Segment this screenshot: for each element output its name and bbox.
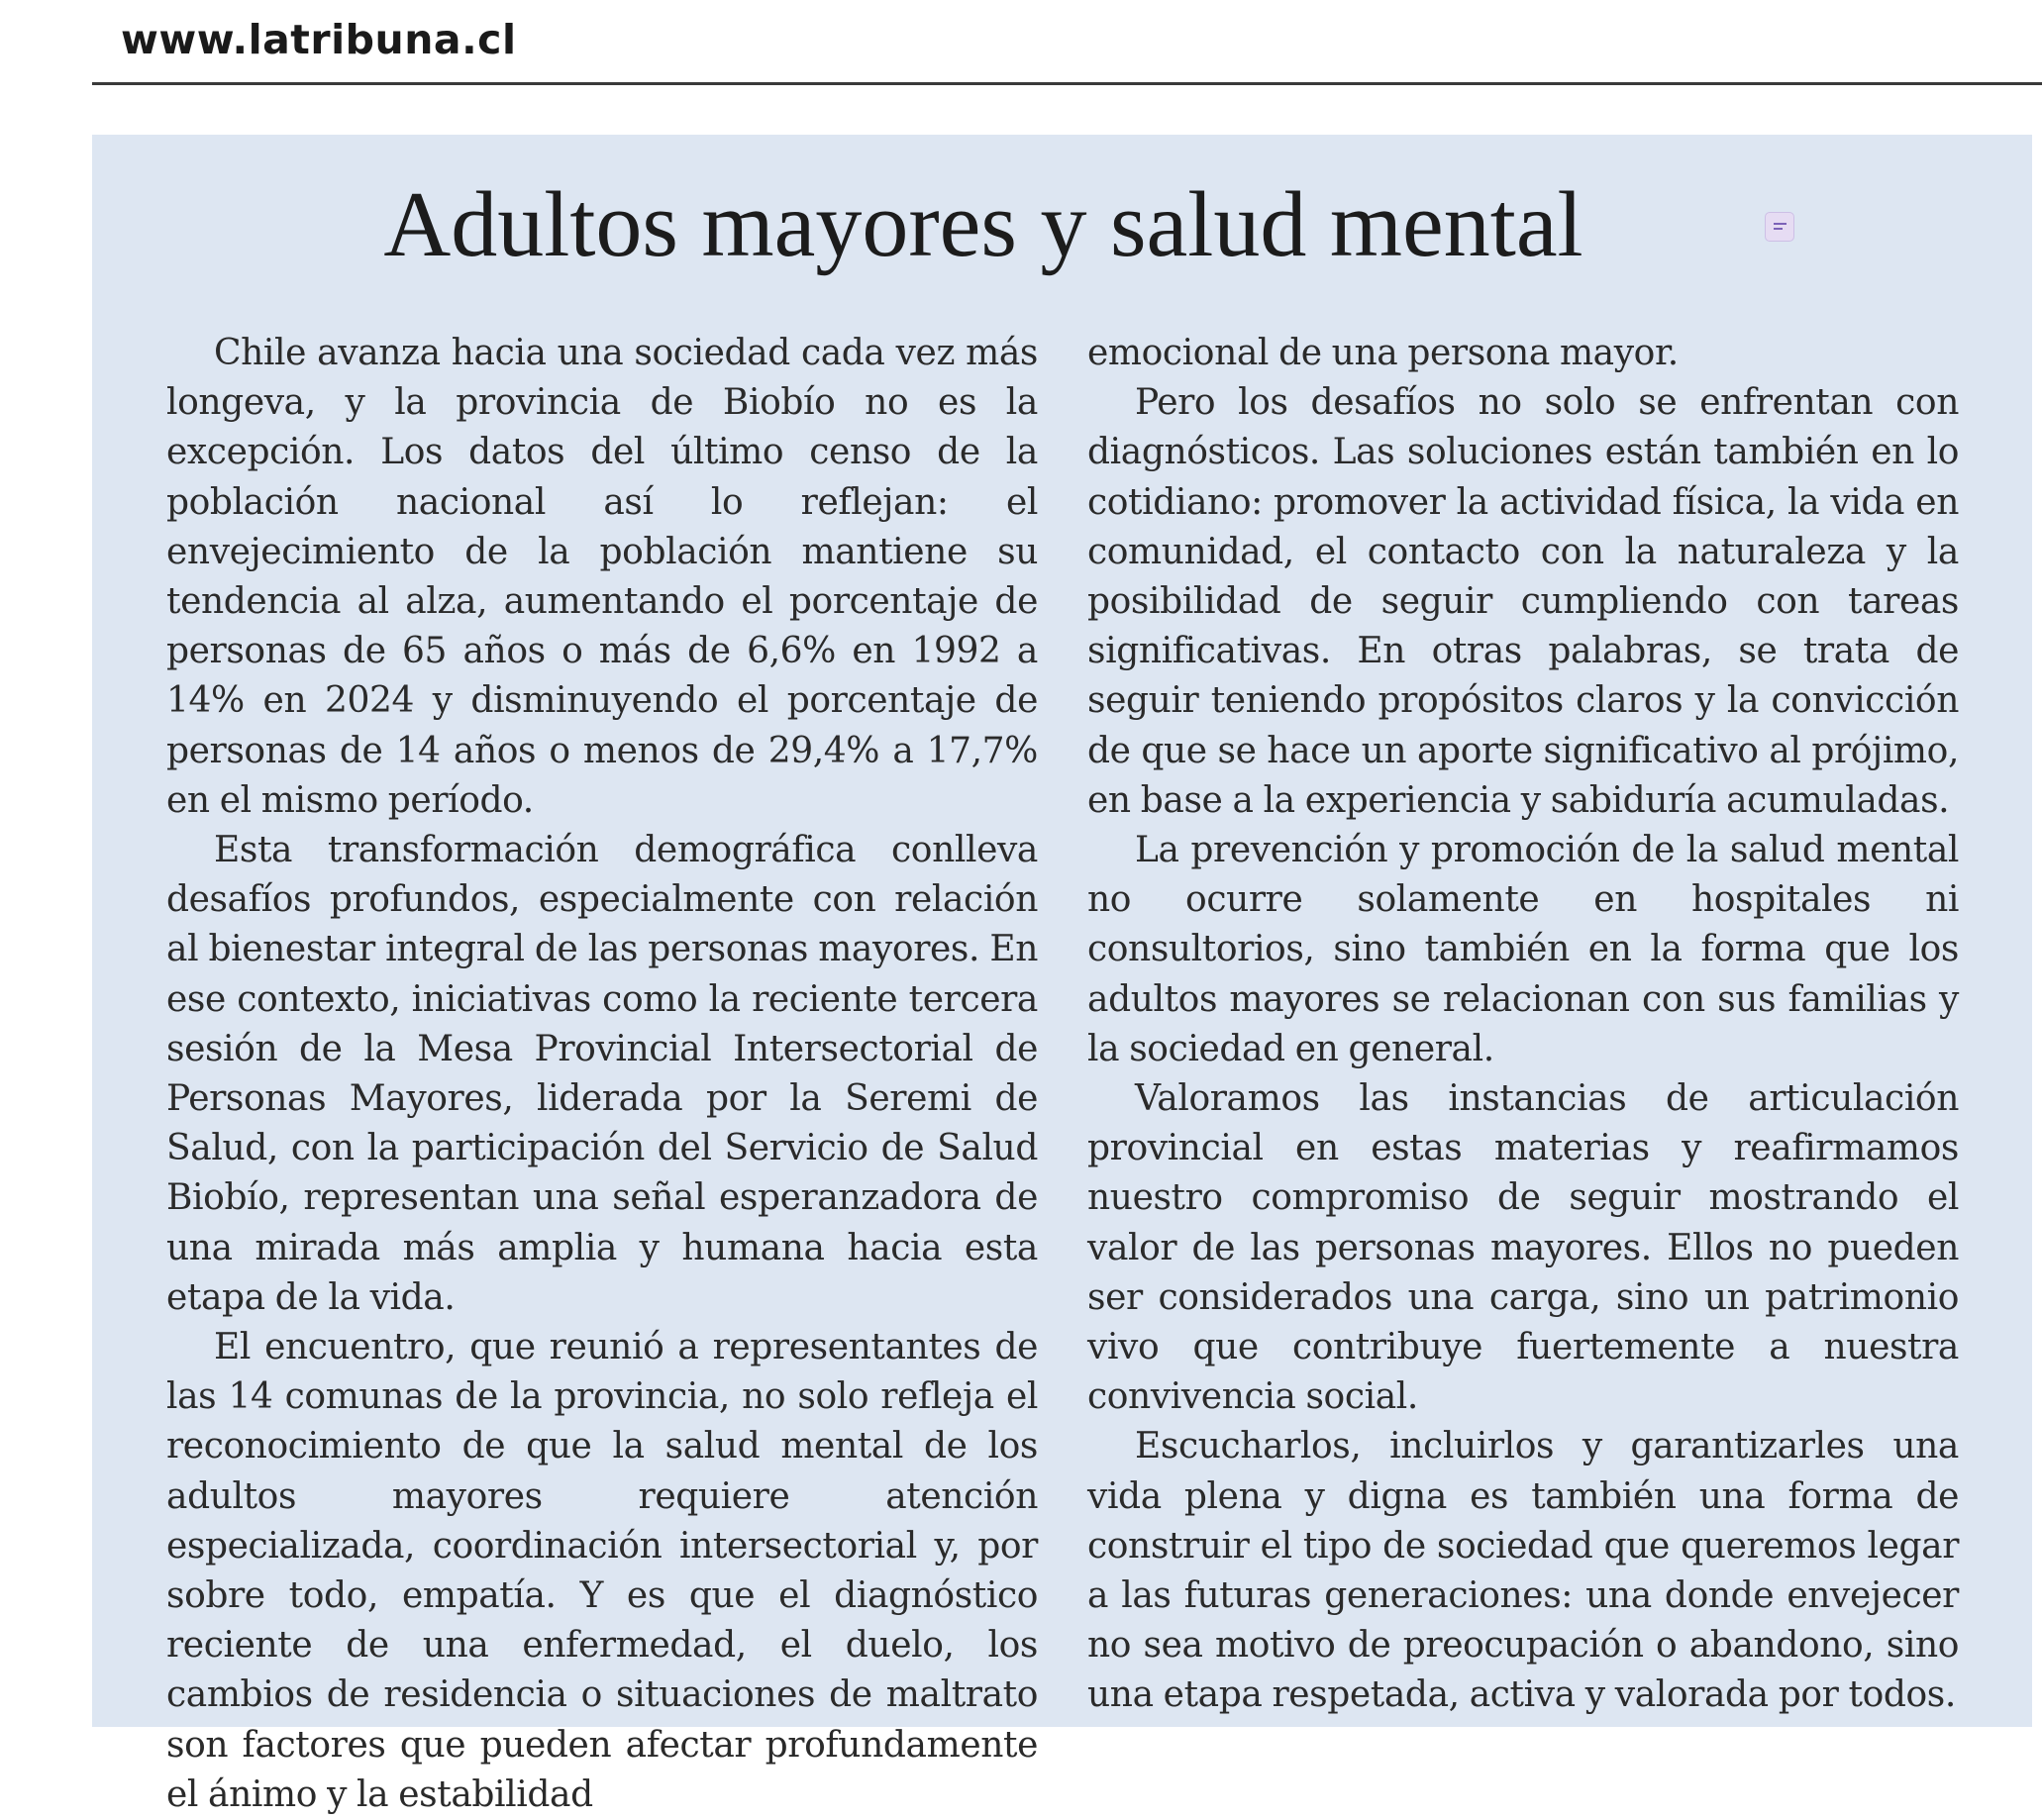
paragraph: Esta transformación demográfica conlleva desafíos profundos, especialmente con relación al bienestar integral de las personas mayores. En ese contexto, iniciativas como la reciente tercera sesión de la Mesa Provincial Intersectorial de Personas Mayores, liderada por la Seremi de Salud, con la participación del Servicio de Salud Biobío, representan una señal esperanzadora de una mirada más amplia y humana hacia esta etapa de la vida. bbox=[166, 830, 1038, 1318]
paragraph-continuation: emocional de una persona mayor. bbox=[1087, 333, 1679, 373]
paragraph: Chile avanza hacia una sociedad cada vez más longeva, y la provincia de Biobío no es la excepción. Los datos del último censo de la población nacional así lo reflejan: el envejecimiento de la población mantiene su tendencia al alza, aumentando el porcentaje de personas de 65 años o más de 6,6% en 1992 a 14% en 2024 y disminuyendo el porcentaje de personas de 14 años o menos de 29,4% a 17,7% en el mismo período. bbox=[166, 333, 1038, 821]
article-title: Adultos mayores y salud mental bbox=[383, 173, 1583, 276]
paragraph: Valoramos las instancias de articulación provincial en estas materias y reafirmamos nuestro compromiso de seguir mostrando el valor de las personas mayores. Ellos no pueden ser considerados una carga, sino un patrimonio vivo que contribuye fuertemente a nuestra convivencia social. bbox=[1087, 1078, 1959, 1418]
article-box bbox=[92, 135, 2032, 1815]
paragraph: El encuentro, que reunió a representantes de las 14 comunas de la provincia, no solo refleja el reconocimiento de que la salud mental de los adultos mayores requiere atención especializada, coordinación intersectorial y, por sobre todo, empatía. Y es que el diagnóstico reciente de una enfermedad, el duelo, los cambios de residencia o situaciones de maltrato son factores que pueden afectar profundamente el ánimo y la estabilidad bbox=[166, 1327, 1038, 1815]
paragraph: Pero los desafíos no solo se enfrentan con diagnósticos. Las soluciones están también en lo cotidiano: promover la actividad física, la vida en comunidad, el contacto con la naturaleza y la posibilidad de seguir cumpliendo con tareas significativas. En otras palabras, se trata de seguir teniendo propósitos claros y la convicción de que se hace un aporte significativo al prójimo, en base a la experiencia y sabiduría acumuladas. bbox=[1087, 382, 1959, 821]
site-url[interactable]: www.latribuna.cl bbox=[121, 16, 517, 63]
header-divider bbox=[92, 82, 2042, 85]
article-column-right bbox=[1087, 329, 1959, 1721]
paragraph: Escucharlos, incluirlos y garantizarles una vida plena y digna es también una forma de construir el tipo de sociedad que queremos legar a las futuras generaciones: una donde envejecer no sea motivo de preocupación o abandono, sino una etapa respetada, activa y valorada por todos. bbox=[1087, 1426, 1959, 1716]
article-column-left bbox=[166, 329, 1038, 1820]
comment-note-icon[interactable] bbox=[1765, 212, 1794, 242]
paragraph: La prevención y promoción de la salud mental no ocurre solamente en hospitales ni consultorios, sino también en la forma que los adultos mayores se relacionan con sus familias y la sociedad en general. bbox=[1087, 830, 1959, 1069]
